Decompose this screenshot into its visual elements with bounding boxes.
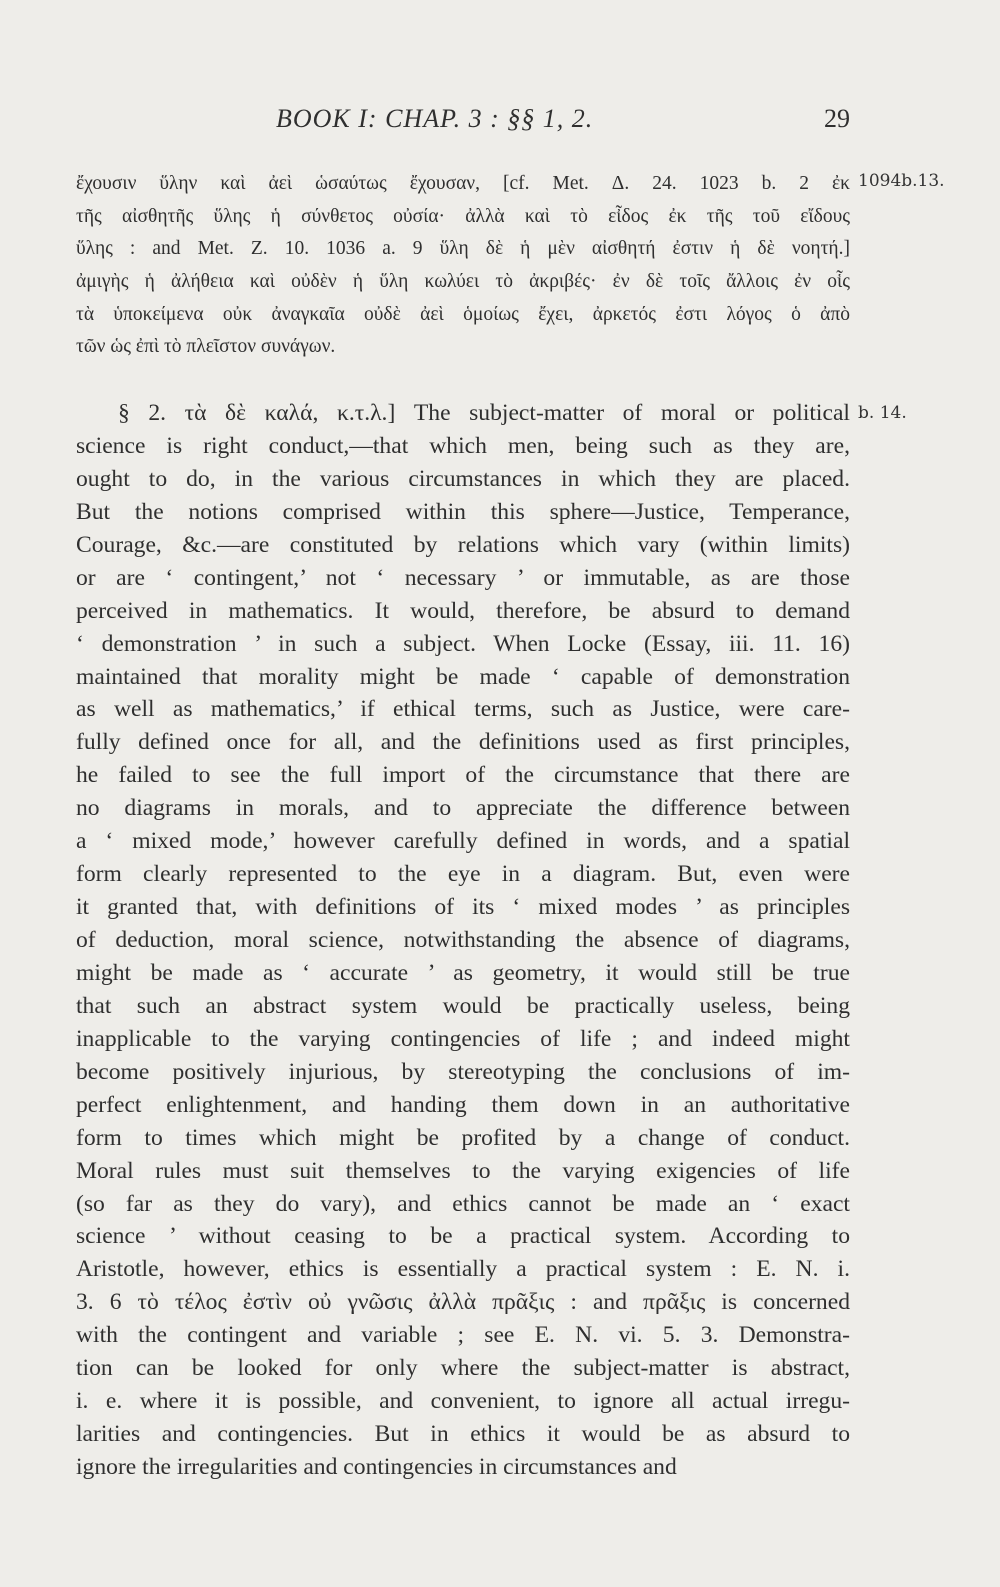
margin-reference-1094b13: 1094b.13. bbox=[858, 171, 945, 191]
greek-line: τὰ ὑποκείμενα οὐκ ἀναγκαῖα οὐδὲ ἀεὶ ὁμοίως ἔχει, ἀρκετός ἐστι λόγος ὁ ἀπὸ bbox=[76, 303, 850, 325]
text-line: ignore the irregularities and contingencies in circumstances and bbox=[76, 1454, 677, 1480]
text-line: a ‘ mixed mode,’ however carefully defined in words, and a spatial bbox=[76, 828, 850, 855]
text-line: as well as mathematics,’ if ethical terms, such as Justice, were care- bbox=[76, 696, 850, 723]
greek-line: τῆς αἰσθητῆς ὕλης ἡ σύνθετος οὐσία· ἀλλὰ καὶ τὸ εἶδος ἐκ τῆς τοῦ εἴδους bbox=[76, 205, 850, 227]
text-line: 3. 6 τὸ τέλος ἐστὶν οὐ γνῶσις ἀλλὰ πρᾶξις : and πρᾶξις is concerned bbox=[76, 1289, 850, 1316]
text-line: science ’ without ceasing to be a practical system. According to bbox=[76, 1223, 850, 1250]
text-line: he failed to see the full import of the circumstance that there are bbox=[76, 762, 850, 789]
page-number: 29 bbox=[824, 104, 850, 133]
greek-line: ὕλης : and Met. Z. 10. 1036 a. 9 ὕλη δὲ ἡ μὲν αἰσθητή ἐστιν ἡ δὲ νοητή.] bbox=[76, 238, 850, 260]
text-line: fully defined once for all, and the definitions used as first principles, bbox=[76, 729, 850, 756]
greek-line: ἔχουσιν ὕλην καὶ ἀεὶ ὡσαύτως ἔχουσαν, [cf. Met. Δ. 24. 1023 b. 2 ἐκ bbox=[76, 173, 850, 194]
greek-quotation-block bbox=[76, 168, 850, 364]
text-line: tion can be looked for only where the subject-matter is abstract, bbox=[76, 1355, 850, 1382]
text-line: perceived in mathematics. It would, therefore, be absurd to demand bbox=[76, 597, 850, 624]
page-header bbox=[270, 104, 850, 144]
text-line: no diagrams in morals, and to appreciate the difference between bbox=[76, 795, 850, 822]
text-line: i. e. where it is possible, and convenient, to ignore all actual irregu- bbox=[76, 1388, 850, 1415]
text-line: larities and contingencies. But in ethics it would be as absurd to bbox=[76, 1421, 850, 1448]
text-line: Aristotle, however, ethics is essentially a practical system : E. N. i. bbox=[76, 1256, 850, 1283]
running-title: BOOK I: CHAP. 3 : §§ 1, 2. bbox=[276, 104, 594, 133]
text-line: (so far as they do vary), and ethics cannot be made an ‘ exact bbox=[76, 1190, 850, 1217]
text-line: with the contingent and variable ; see E. N. vi. 5. 3. Demonstra- bbox=[76, 1322, 850, 1349]
text-line: of deduction, moral science, notwithstanding the absence of diagrams, bbox=[76, 927, 850, 953]
text-line: § 2. τὰ δὲ καλά, κ.τ.λ.] The subject-matter of moral or political bbox=[118, 400, 850, 426]
greek-line: ἀμιγὴς ἡ ἀλήθεια καὶ οὐδὲν ἡ ὕλη κωλύει τὸ ἀκριβές· ἐν δὲ τοῖς ἄλλοις ἐν οἷς bbox=[76, 271, 850, 293]
text-line: perfect enlightenment, and handing them down in an authoritative bbox=[76, 1091, 850, 1118]
text-line: form to times which might be profited by a change of conduct. bbox=[76, 1124, 850, 1151]
text-line: might be made as ‘ accurate ’ as geometry, it would still be true bbox=[76, 959, 850, 986]
text-line: or are ‘ contingent,’ not ‘ necessary ’ or immutable, as are those bbox=[76, 564, 850, 591]
text-line: inapplicable to the varying contingencies of life ; and indeed might bbox=[76, 1025, 850, 1052]
text-line: Moral rules must suit themselves to the varying exigencies of life bbox=[76, 1157, 850, 1184]
text-line: But the notions comprised within this sphere—Justice, Temperance, bbox=[76, 498, 850, 525]
text-line: ought to do, in the various circumstances in which they are placed. bbox=[76, 465, 850, 492]
text-line: become positively injurious, by stereotyping the conclusions of im- bbox=[76, 1058, 850, 1085]
commentary-paragraph bbox=[76, 397, 850, 1484]
text-line: that such an abstract system would be practically useless, being bbox=[76, 992, 850, 1019]
text-line: science is right conduct,—that which men, being such as they are, bbox=[76, 432, 850, 459]
greek-line: τῶν ὡς ἐπὶ τὸ πλεῖστον συνάγων. bbox=[76, 336, 336, 358]
text-line: form clearly represented to the eye in a diagram. But, even were bbox=[76, 861, 850, 888]
text-line: maintained that morality might be made ‘ capable of demonstration bbox=[76, 663, 850, 690]
text-line: it granted that, with definitions of its ‘ mixed modes ’ as principles bbox=[76, 894, 850, 921]
text-line: Courage, &c.—are constituted by relations which vary (within limits) bbox=[76, 531, 850, 558]
text-line: ‘ demonstration ’ in such a subject. When Locke (Essay, iii. 11. 16) bbox=[76, 630, 850, 657]
margin-reference-b14: b. 14. bbox=[858, 403, 907, 423]
